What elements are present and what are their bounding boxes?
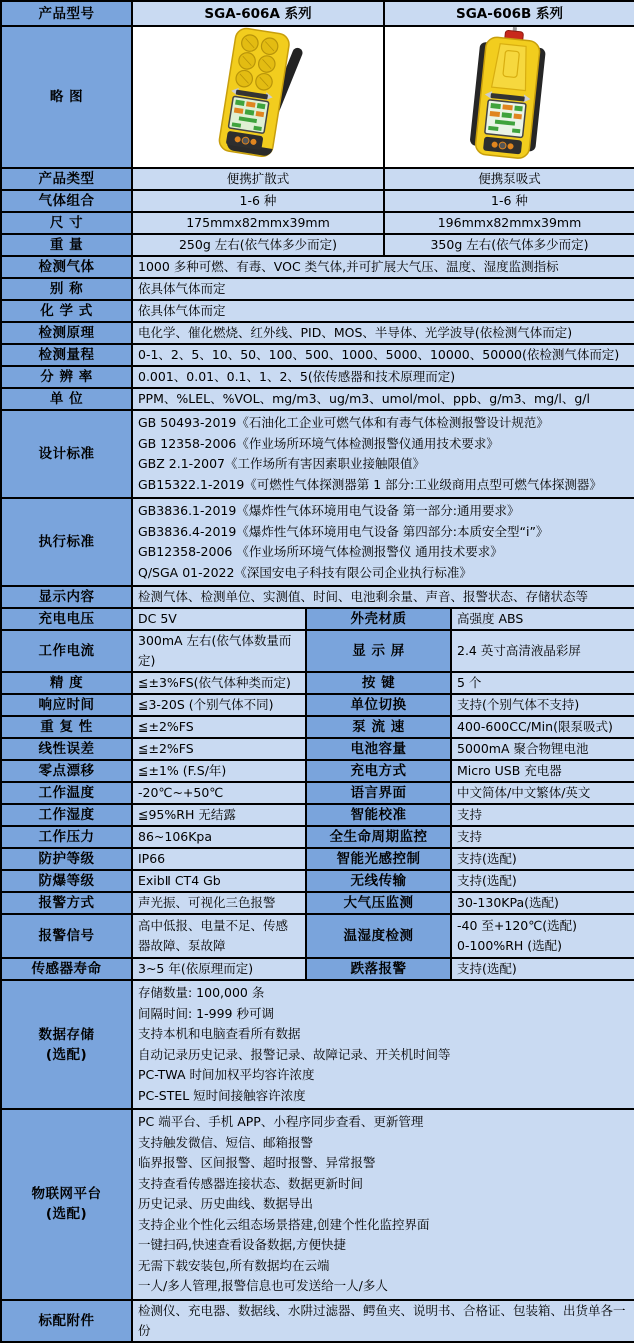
row-accuracy <box>1 672 634 694</box>
iot-label-line: (选配) <box>45 1206 88 1223</box>
row-response-time <box>1 694 634 716</box>
temp-humidity-line: -40 至+120℃(选配) <box>457 918 578 933</box>
row-gas-combo <box>1 190 634 212</box>
label-working-humidity: 工作湿度 <box>1 804 132 826</box>
value-formula: 依具体气体而定 <box>132 300 634 322</box>
value-shell-material: 高强度 ABS <box>451 608 634 630</box>
value-alarm-mode: 声光振、可视化三色报警 <box>132 892 306 914</box>
label-weight: 重 量 <box>1 234 132 256</box>
label-temp-humidity-detect: 温湿度检测 <box>306 914 451 958</box>
iot-line: 支持触发微信、短信、邮箱报警 <box>138 1134 314 1150</box>
device-a-cell <box>132 26 384 168</box>
label-accessories: 标配附件 <box>1 1300 132 1342</box>
row-detect-gas <box>1 256 634 278</box>
label-design-standard: 设计标准 <box>1 410 132 498</box>
value-working-current: 300mA 左右(依气体数量而定) <box>132 630 306 672</box>
value-accessories: 检测仪、充电器、数据线、水阱过滤器、鳄鱼夹、说明书、合格证、包装箱、出货单各一份 <box>132 1300 634 1342</box>
row-working-current <box>1 630 634 672</box>
model-b-title: SGA-606B 系列 <box>384 1 634 26</box>
value-resolution: 0.001、0.01、0.1、1、2、5(依传感器和技术原理而定) <box>132 366 634 388</box>
row-product-type <box>1 168 634 190</box>
value-wireless: 支持(选配) <box>451 870 634 892</box>
row-exec-standard <box>1 498 634 586</box>
row-alarm-mode <box>1 892 634 914</box>
value-smart-calibration: 支持 <box>451 804 634 826</box>
label-language: 语言界面 <box>306 782 451 804</box>
label-protection-rating: 防护等级 <box>1 848 132 870</box>
row-design-standard <box>1 410 634 498</box>
label-explosion-proof: 防爆等级 <box>1 870 132 892</box>
value-design-standard <box>132 410 634 498</box>
label-formula: 化 学 式 <box>1 300 132 322</box>
label-charge-method: 充电方式 <box>306 760 451 782</box>
iot-label-line: 物联网平台 <box>31 1186 102 1203</box>
data-storage-line: PC-STEL 短时间接触容许浓度 <box>138 1087 306 1103</box>
data-storage-label-line: (选配) <box>45 1046 88 1063</box>
value-unit-switch: 支持(个别气体不支持) <box>451 694 634 716</box>
iot-line: 一键扫码,快速查看设备数据,方便快捷 <box>138 1237 346 1252</box>
row-unit <box>1 388 634 410</box>
label-gas-combo: 气体组合 <box>1 190 132 212</box>
row-alarm-signal <box>1 914 634 958</box>
value-alias: 依具体气体而定 <box>132 278 634 300</box>
row-sensor-life <box>1 958 634 980</box>
value-linearity-error: ≦±2%FS <box>132 738 306 760</box>
label-exec-standard: 执行标准 <box>1 498 132 586</box>
device-a-illustration <box>183 27 333 167</box>
value-alarm-signal: 高中低报、电量不足、传感器故障、泵故障 <box>132 914 306 958</box>
value-gas-combo-b: 1-6 种 <box>384 190 634 212</box>
label-detect-gas: 检测气体 <box>1 256 132 278</box>
label-unit-switch: 单位切换 <box>306 694 451 716</box>
row-display-content <box>1 586 634 608</box>
label-unit: 单 位 <box>1 388 132 410</box>
value-light-sense: 支持(选配) <box>451 848 634 870</box>
row-charge-voltage <box>1 608 634 630</box>
row-working-pressure <box>1 826 634 848</box>
label-lifecycle-monitor: 全生命周期监控 <box>306 826 451 848</box>
label-response-time: 响应时间 <box>1 694 132 716</box>
value-repeatability: ≦±2%FS <box>132 716 306 738</box>
value-pump-flow: 400-600CC/Min(限泵吸式) <box>451 716 634 738</box>
row-accessories <box>1 1300 634 1342</box>
label-zero-drift: 零点漂移 <box>1 760 132 782</box>
label-shell-material: 外壳材质 <box>306 608 451 630</box>
value-detect-gas: 1000 多种可燃、有毒、VOC 类气体,并可扩展大气压、温度、湿度监测指标 <box>132 256 634 278</box>
value-charge-voltage: DC 5V <box>132 608 306 630</box>
label-repeatability: 重 复 性 <box>1 716 132 738</box>
value-battery-capacity: 5000mA 聚合物锂电池 <box>451 738 634 760</box>
value-display-content: 检测气体、检测单位、实测值、时间、电池剩余量、声音、报警状态、存储状态等 <box>132 586 634 608</box>
value-size-b: 196mmx82mmx39mm <box>384 212 634 234</box>
header-row <box>1 1 634 26</box>
row-protection-rating <box>1 848 634 870</box>
label-iot-platform <box>1 1109 132 1300</box>
iot-line: 支持查看传感器连接状态、数据更新时间 <box>138 1175 364 1191</box>
exec-standard-line: GB3836.4-2019《爆炸性气体环境用电气设备 第四部分:本质安全型“i”》 <box>138 523 549 539</box>
row-zero-drift <box>1 760 634 782</box>
label-drop-alarm: 跌落报警 <box>306 958 451 980</box>
label-alias: 别 称 <box>1 278 132 300</box>
row-principle <box>1 322 634 344</box>
value-drop-alarm: 支持(选配) <box>451 958 634 980</box>
exec-standard-line: Q/SGA 01-2022《深国安电子科技有限公司企业执行标准》 <box>138 564 472 580</box>
label-working-current: 工作电流 <box>1 630 132 672</box>
row-explosion-proof <box>1 870 634 892</box>
row-range <box>1 344 634 366</box>
value-principle: 电化学、催化燃烧、红外线、PID、MOS、半导体、光学波导(依检测气体而定) <box>132 322 634 344</box>
label-alarm-mode: 报警方式 <box>1 892 132 914</box>
label-charge-voltage: 充电电压 <box>1 608 132 630</box>
label-sensor-life: 传感器寿命 <box>1 958 132 980</box>
row-linearity-error <box>1 738 634 760</box>
value-language: 中文简体/中文繁体/英文 <box>451 782 634 804</box>
row-resolution <box>1 366 634 388</box>
label-working-temp: 工作温度 <box>1 782 132 804</box>
data-storage-line: 间隔时间: 1-999 秒可调 <box>138 1005 274 1021</box>
label-product-type: 产品类型 <box>1 168 132 190</box>
value-working-temp: -20℃~+50℃ <box>132 782 306 804</box>
iot-line: 一人/多人管理,报警信息也可发送给一人/多人 <box>138 1278 388 1293</box>
iot-line: 无需下载安装包,所有数据均在云端 <box>138 1257 330 1273</box>
value-product-type-b: 便携泵吸式 <box>384 168 634 190</box>
value-explosion-proof: ExibⅡ CT4 Gb <box>132 870 306 892</box>
value-working-pressure: 86~106Kpa <box>132 826 306 848</box>
label-alarm-signal: 报警信号 <box>1 914 132 958</box>
value-weight-a: 250g 左右(依气体多少而定) <box>132 234 384 256</box>
design-standard-line: GB 50493-2019《石油化工企业可燃气体和有毒气体检测报警设计规范》 <box>138 415 549 430</box>
value-exec-standard <box>132 498 634 586</box>
label-data-storage <box>1 980 132 1109</box>
label-resolution: 分 辨 率 <box>1 366 132 388</box>
value-product-type-a: 便携扩散式 <box>132 168 384 190</box>
value-response-time: ≦3-20S (个别气体不同) <box>132 694 306 716</box>
row-data-storage <box>1 980 634 1109</box>
data-storage-line: 支持本机和电脑查看所有数据 <box>138 1026 301 1041</box>
label-accuracy: 精 度 <box>1 672 132 694</box>
data-storage-line: 自动记录历史记录、报警记录、故障记录、开关机时间等 <box>138 1046 451 1062</box>
row-working-humidity <box>1 804 634 826</box>
value-working-humidity: ≦95%RH 无结露 <box>132 804 306 826</box>
value-range: 0-1、2、5、10、50、100、500、1000、5000、10000、50000(依检测气体而定) <box>132 344 634 366</box>
label-smart-calibration: 智能校准 <box>306 804 451 826</box>
row-size <box>1 212 634 234</box>
label-working-pressure: 工作压力 <box>1 826 132 848</box>
value-lifecycle-monitor: 支持 <box>451 826 634 848</box>
value-protection-rating: IP66 <box>132 848 306 870</box>
design-standard-line: GB15322.1-2019《可燃性气体探测器第 1 部分:工业级商用点型可燃气体探测器》 <box>138 476 602 492</box>
row-alias <box>1 278 634 300</box>
model-a-title: SGA-606A 系列 <box>132 1 384 26</box>
value-zero-drift: ≦±1% (F.S/年) <box>132 760 306 782</box>
design-standard-line: GB 12358-2006《作业场所环境气体检测报警仪通用技术要求》 <box>138 435 499 451</box>
row-weight <box>1 234 634 256</box>
value-size-a: 175mmx82mmx39mm <box>132 212 384 234</box>
data-storage-line: PC-TWA 时间加权平均容许浓度 <box>138 1067 315 1082</box>
label-display-screen: 显 示 屏 <box>306 630 451 672</box>
label-size: 尺 寸 <box>1 212 132 234</box>
label-wireless: 无线传输 <box>306 870 451 892</box>
value-weight-b: 350g 左右(依气体多少而定) <box>384 234 634 256</box>
value-pressure-monitor: 30-130KPa(选配) <box>451 892 634 914</box>
sketch-row <box>1 26 634 168</box>
label-range: 检测量程 <box>1 344 132 366</box>
label-pump-flow: 泵 流 速 <box>306 716 451 738</box>
temp-humidity-line: 0-100%RH (选配) <box>457 938 563 953</box>
label-linearity-error: 线性误差 <box>1 738 132 760</box>
label-buttons: 按 键 <box>306 672 451 694</box>
design-standard-line: GBZ 2.1-2007《工作场所有害因素职业接触限值》 <box>138 456 426 471</box>
row-working-temp <box>1 782 634 804</box>
exec-standard-line: GB3836.1-2019《爆炸性气体环境用电气设备 第一部分:通用要求》 <box>138 503 520 518</box>
row-repeatability <box>1 716 634 738</box>
data-storage-label-line: 数据存储 <box>38 1026 95 1043</box>
value-sensor-life: 3~5 年(依原理而定) <box>132 958 306 980</box>
label-battery-capacity: 电池容量 <box>306 738 451 760</box>
header-label: 产品型号 <box>1 1 132 26</box>
iot-line: 临界报警、区间报警、超时报警、异常报警 <box>138 1155 376 1170</box>
exec-standard-line: GB12358-2006 《作业场所环境气体检测报警仪 通用技术要求》 <box>138 544 503 559</box>
label-principle: 检测原理 <box>1 322 132 344</box>
device-b-cell <box>384 26 634 168</box>
label-pressure-monitor: 大气压监测 <box>306 892 451 914</box>
row-formula <box>1 300 634 322</box>
value-gas-combo-a: 1-6 种 <box>132 190 384 212</box>
iot-line: PC 端平台、手机 APP、小程序同步查看、更新管理 <box>138 1114 424 1129</box>
value-buttons: 5 个 <box>451 672 634 694</box>
device-b-illustration <box>435 27 585 167</box>
data-storage-line: 存储数量: 100,000 条 <box>138 985 265 1000</box>
value-charge-method: Micro USB 充电器 <box>451 760 634 782</box>
value-accuracy: ≦±3%FS(依气体种类而定) <box>132 672 306 694</box>
row-iot-platform <box>1 1109 634 1300</box>
value-unit: PPM、%LEL、%VOL、mg/m3、ug/m3、umol/mol、ppb、g/m3、mg/l、g/l <box>132 388 634 410</box>
value-display-screen: 2.4 英寸高清液晶彩屏 <box>451 630 634 672</box>
value-iot-platform <box>132 1109 634 1300</box>
label-display-content: 显示内容 <box>1 586 132 608</box>
iot-line: 支持企业个性化云组态场景搭建,创建个性化监控界面 <box>138 1216 430 1232</box>
value-data-storage <box>132 980 634 1109</box>
value-temp-humidity-detect <box>451 914 634 958</box>
sketch-label: 略 图 <box>1 26 132 168</box>
iot-line: 历史记录、历史曲线、数据导出 <box>138 1196 314 1211</box>
label-light-sense: 智能光感控制 <box>306 848 451 870</box>
